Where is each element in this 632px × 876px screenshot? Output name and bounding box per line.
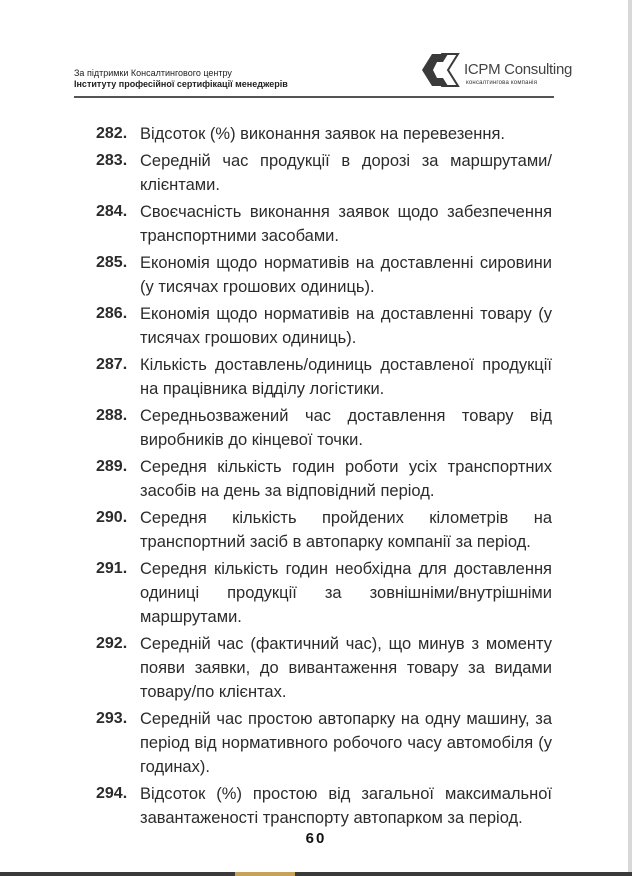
item-number: 293. bbox=[96, 710, 128, 727]
list-item bbox=[96, 200, 552, 248]
item-text: Економія щодо нормативів на доставленні товару (у тисячах грошових одиниць). bbox=[140, 305, 552, 347]
item-text: Відсоток (%) простою від загальної максимальної завантаженості транспорту автопарком за період. bbox=[140, 785, 552, 827]
item-text: Середньозважений час доставлення товару від виробників до кінцевої точки. bbox=[140, 407, 552, 449]
footer-bar bbox=[0, 872, 632, 876]
item-text: Середня кількість годин роботи усіх транспортних засобів на день за відповідний період. bbox=[140, 458, 552, 500]
icpm-logo-mark-icon bbox=[418, 52, 464, 92]
item-text: Кількість доставлень/одиниць доставленої продукції на працівника відділу логістики. bbox=[140, 356, 552, 398]
item-number: 283. bbox=[96, 152, 128, 169]
page-header bbox=[74, 50, 573, 96]
item-text: Середній час (фактичний час), що минув з моменту появи заявки, до вивантаження товару за видами товару/по клієнтах. bbox=[140, 635, 552, 701]
list-item bbox=[96, 404, 552, 452]
list-item bbox=[96, 506, 552, 554]
footer-bar-dark-right bbox=[295, 872, 632, 876]
list-item bbox=[96, 149, 552, 197]
header-line-2: Інституту професійної сертифікації менеджерів bbox=[74, 79, 288, 89]
list-item bbox=[96, 782, 552, 830]
footer-bar-dark-left bbox=[0, 872, 235, 876]
item-text: Відсоток (%) виконання заявок на перевезення. bbox=[140, 125, 506, 143]
list-item bbox=[96, 122, 552, 146]
footer-bar-accent bbox=[235, 872, 295, 876]
item-number: 289. bbox=[96, 458, 128, 475]
icpm-logo bbox=[418, 50, 573, 90]
list-item bbox=[96, 707, 552, 779]
logo-subtitle: консалтингова компанія bbox=[466, 80, 538, 86]
header-sponsor-text bbox=[74, 68, 288, 90]
item-text: Середня кількість пройдених кілометрів на транспортний засіб в автопарку компанії за період. bbox=[140, 509, 552, 551]
list-item bbox=[96, 302, 552, 350]
item-number: 294. bbox=[96, 785, 128, 802]
item-number: 282. bbox=[96, 125, 128, 142]
list-item bbox=[96, 455, 552, 503]
item-number: 292. bbox=[96, 635, 128, 652]
item-number: 286. bbox=[96, 305, 128, 322]
list-item bbox=[96, 632, 552, 704]
list-item bbox=[96, 251, 552, 299]
logo-name: ICPM Consulting bbox=[464, 61, 573, 78]
item-text: Економія щодо нормативів на доставленні сировини (у тисячах грошових одиниць). bbox=[140, 254, 552, 296]
header-line-1: За підтримки Консалтингового центру bbox=[74, 68, 232, 78]
item-number: 290. bbox=[96, 509, 128, 526]
item-text: Середній час простою автопарку на одну машину, за період від нормативного робочого часу автомобіля (у годинах). bbox=[140, 710, 552, 776]
item-number: 285. bbox=[96, 254, 128, 271]
page-edge bbox=[628, 0, 632, 876]
kpi-list bbox=[96, 122, 552, 833]
list-item bbox=[96, 353, 552, 401]
header-divider bbox=[74, 96, 554, 98]
item-text: Середній час продукції в дорозі за маршрутами/клієнтами. bbox=[140, 152, 552, 194]
page-number: 60 bbox=[305, 830, 327, 847]
item-number: 288. bbox=[96, 407, 128, 424]
list-item bbox=[96, 557, 552, 629]
item-number: 284. bbox=[96, 203, 128, 220]
item-text: Своєчасність виконання заявок щодо забезпечення транспортними засобами. bbox=[140, 203, 552, 245]
item-number: 287. bbox=[96, 356, 128, 373]
item-text: Середня кількість годин необхідна для доставлення одиниці продукції за зовнішніми/внутрішніми маршрутами. bbox=[140, 560, 552, 626]
item-number: 291. bbox=[96, 560, 128, 577]
